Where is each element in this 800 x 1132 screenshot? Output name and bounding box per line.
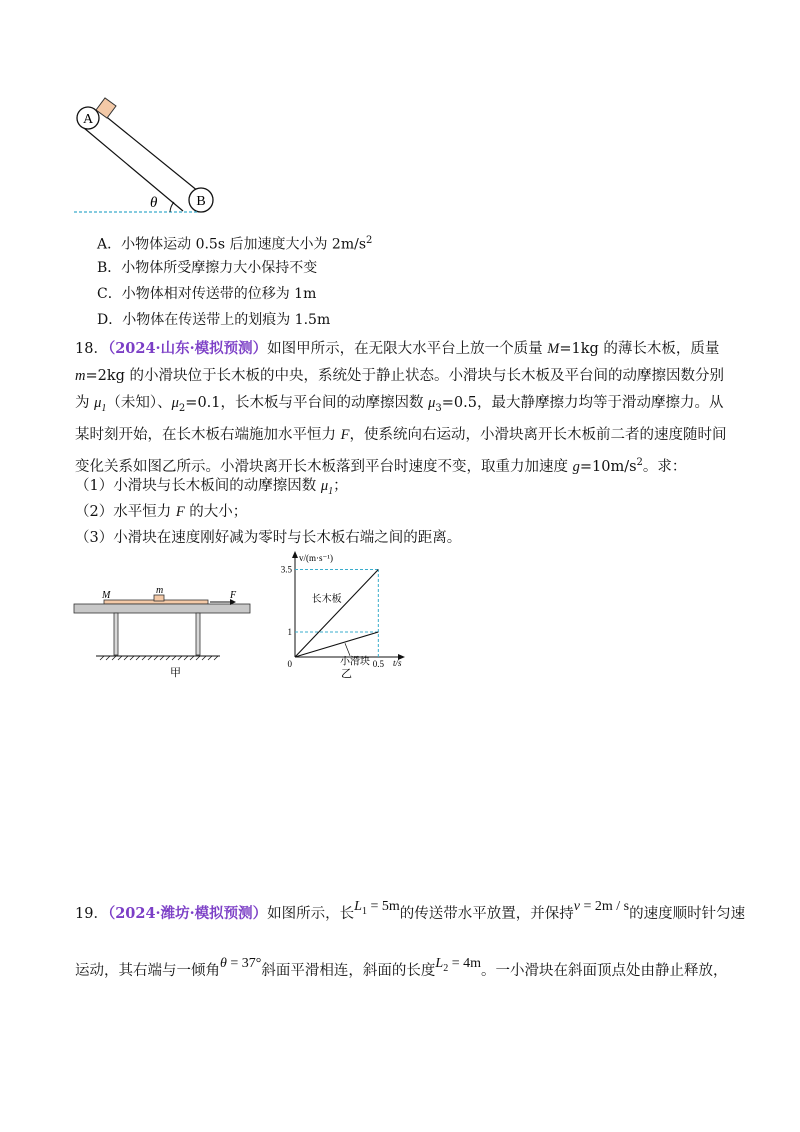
label-F: F [230, 590, 237, 601]
y-axis-arrow [292, 551, 298, 558]
label-a: A [82, 112, 94, 127]
platform [74, 604, 250, 613]
option-d: D．小物体在传送带上的划痕为 1.5m [97, 312, 331, 328]
label-m: m [156, 588, 164, 596]
label-pointer [345, 643, 350, 656]
label-M: M [102, 590, 111, 601]
question-19-line-2: 运动，其右端与一倾角θ = 37°斜面平滑相连，斜面的长度$L_2 = 4m$。一小滑块在斜面顶点处由静止释放， [75, 956, 728, 979]
source-tag: （2024·潍坊·模拟预测） [107, 905, 268, 922]
figure-jia [70, 588, 255, 683]
series-label-block: 小滑块 [340, 656, 370, 668]
y-tick-label-1: 3.5 [280, 564, 292, 575]
x-axis-label: t/s [393, 658, 402, 668]
sub-question-1: （1）小滑块与长木板间的动摩擦因数 $\mu_1$； [75, 478, 348, 497]
option-b: B．小物体所受摩擦力大小保持不变 [97, 260, 318, 276]
caption-jia: 甲 [170, 667, 181, 679]
option-c: C．小物体相对传送带的位移为 1m [97, 286, 317, 302]
source-tag: （2024·山东·模拟预测） [107, 340, 268, 357]
label-b: B [196, 194, 206, 209]
sub-question-3: （3）小滑块在速度刚好减为零时与长木板右端之间的距离。 [75, 530, 462, 546]
vt-chart [275, 548, 425, 680]
y-tick-label-0: 1 [287, 627, 292, 637]
series-line-0 [295, 570, 378, 658]
x-tick-label-0: 0 [287, 659, 292, 669]
series-label-board: 长木板 [311, 594, 342, 605]
ground-hatch [100, 656, 218, 660]
x-tick-label-1: 0.5 [372, 659, 384, 669]
y-axis-label: v/(m·s⁻¹) [299, 553, 333, 563]
question-19-line-1: 19．（2024·潍坊·模拟预测）如图所示，长$L_1 = 5m$的传送带水平放置，并保持v = 2m / s的速度顺时针匀速 [75, 899, 746, 922]
question-18-stem: 18．（2024·山东·模拟预测）如图甲所示，在无限大水平台上放一个质量 M=1kg 的薄长木板，质量 m=2kg 的小滑块位于长木板的中央，系统处于静止状态。小滑块与长木板及平台间的动摩擦因数分别为 $\mu_1$（未知）、$\mu_2=0.1$，长木板与平台间的动摩擦因数 $\mu_3=0.5$，最大静摩擦力均等于滑动摩擦力。从某时刻开始，在长木板右端施加水平恒力 F，使系统向右运动，小滑块离开长木板前二者的速度随时间变化关系如图乙所示。小滑块离开长木板落到平台时速度不变，取重力加速度 $g=10m/s^2$。求： [75, 340, 727, 475]
sub-question-2: （2）水平恒力 F 的大小； [75, 504, 248, 520]
chart-caption: 乙 [341, 668, 352, 680]
conveyor-belt-figure [70, 92, 230, 220]
option-a: A．小物体运动 0.5s 后加速度大小为 $2m/s^2$ [97, 235, 373, 253]
label-theta: θ [150, 195, 158, 211]
